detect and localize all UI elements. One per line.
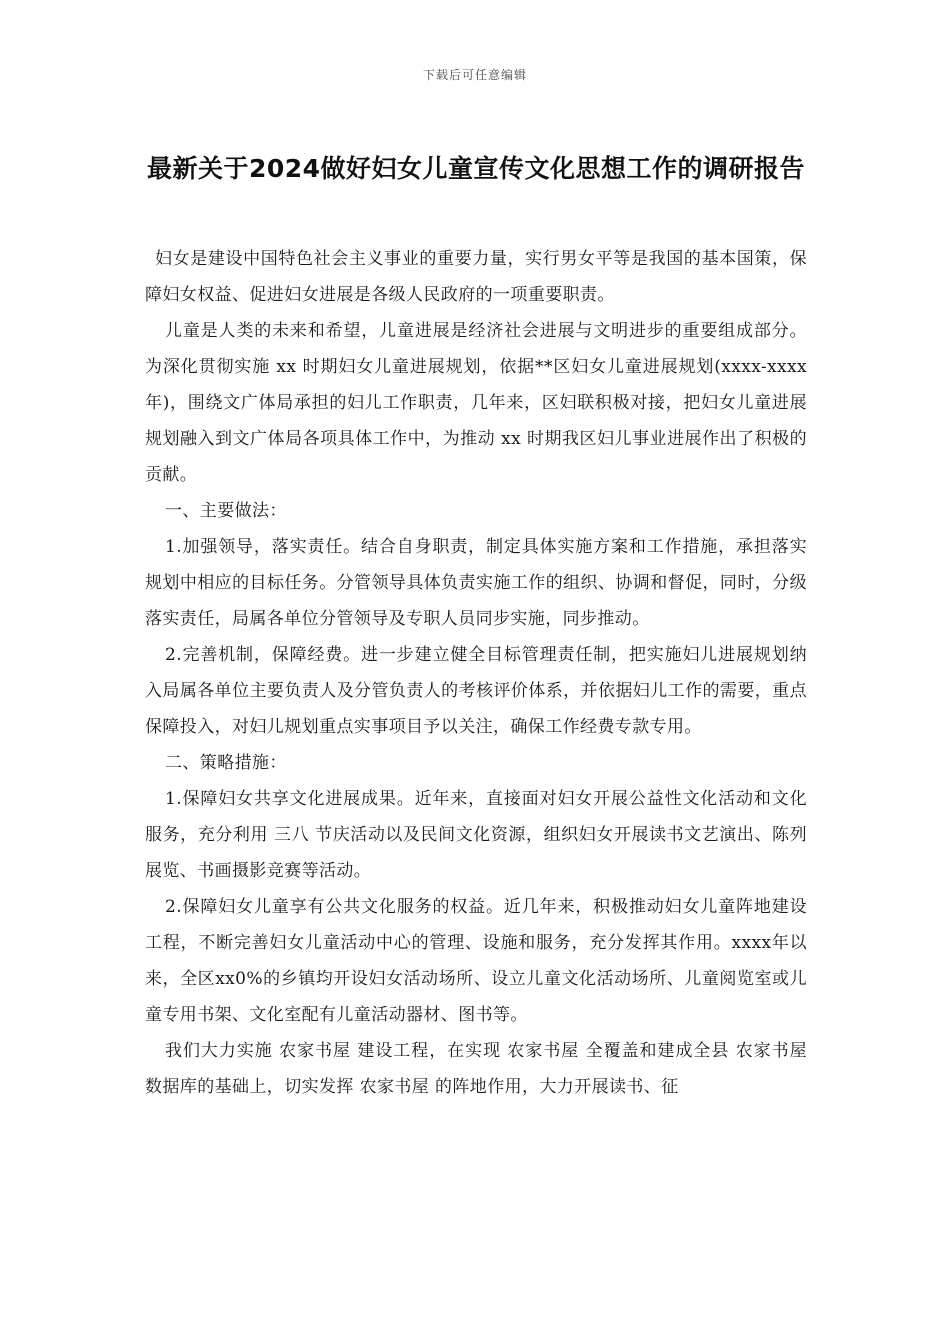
paragraph: 1.保障妇女共享文化进展成果。近年来，直接面对妇女开展公益性文化活动和文化服务，充分利用 三八 节庆活动以及民间文化资源，组织妇女开展读书文艺演出、陈列展览、书画摄影竞赛等活动。 (145, 789, 807, 881)
paragraph: 儿童是人类的未来和希望，儿童进展是经济社会进展与文明进步的重要组成部分。为深化贯彻实施 xx 时期妇女儿童进展规划，依据**区妇女儿童进展规划(xxxx-xxxx年)，围绕文广体局承担的妇儿工作职责，几年来，区妇联积极对接，把妇女儿童进展规划融入到文广体局各项具体工作中，为推动 xx 时期我区妇儿事业进展作出了积极的贡献。 (145, 321, 807, 485)
paragraph: 2.完善机制，保障经费。进一步建立健全目标管理责任制，把实施妇儿进展规划纳入局属各单位主要负责人及分管负责人的考核评价体系，并依据妇儿工作的需要，重点保障投入，对妇儿规划重点实事项目予以关注，确保工作经费专款专用。 (145, 645, 807, 737)
header-note: 下载后可任意编辑 (422, 68, 527, 82)
paragraph: 2.保障妇女儿童享有公共文化服务的权益。近几年来，积极推动妇女儿童阵地建设工程，不断完善妇女儿童活动中心的管理、设施和服务，充分发挥其作用。xxxx年以来，全区xx0%的乡镇均开设妇女活动场所、设立儿童文化活动场所、儿童阅览室或儿童专用书架、文化室配有儿童活动器材、图书等。 (145, 897, 807, 1025)
section-heading: 二、策略措施： (165, 753, 287, 773)
section-heading: 一、主要做法： (165, 501, 287, 521)
paragraph: 1.加强领导，落实责任。结合自身职责，制定具体实施方案和工作措施，承担落实规划中相应的目标任务。分管领导具体负责实施工作的组织、协调和督促，同时，分级落实责任，局属各单位分管领导及专职人员同步实施，同步推动。 (145, 537, 807, 629)
document-body (145, 241, 807, 1105)
paragraph: 我们大力实施 农家书屋 建设工程，在实现 农家书屋 全覆盖和建成全县 农家书屋 数据库的基础上，切实发挥 农家书屋 的阵地作用，大力开展读书、征 (145, 1041, 807, 1097)
document-title: 最新关于2024做好妇女儿童宣传文化思想工作的调研报告 (146, 154, 806, 183)
paragraph: 妇女是建设中国特色社会主义事业的重要力量，实行男女平等是我国的基本国策，保障妇女权益、促进妇女进展是各级人民政府的一项重要职责。 (145, 249, 807, 305)
